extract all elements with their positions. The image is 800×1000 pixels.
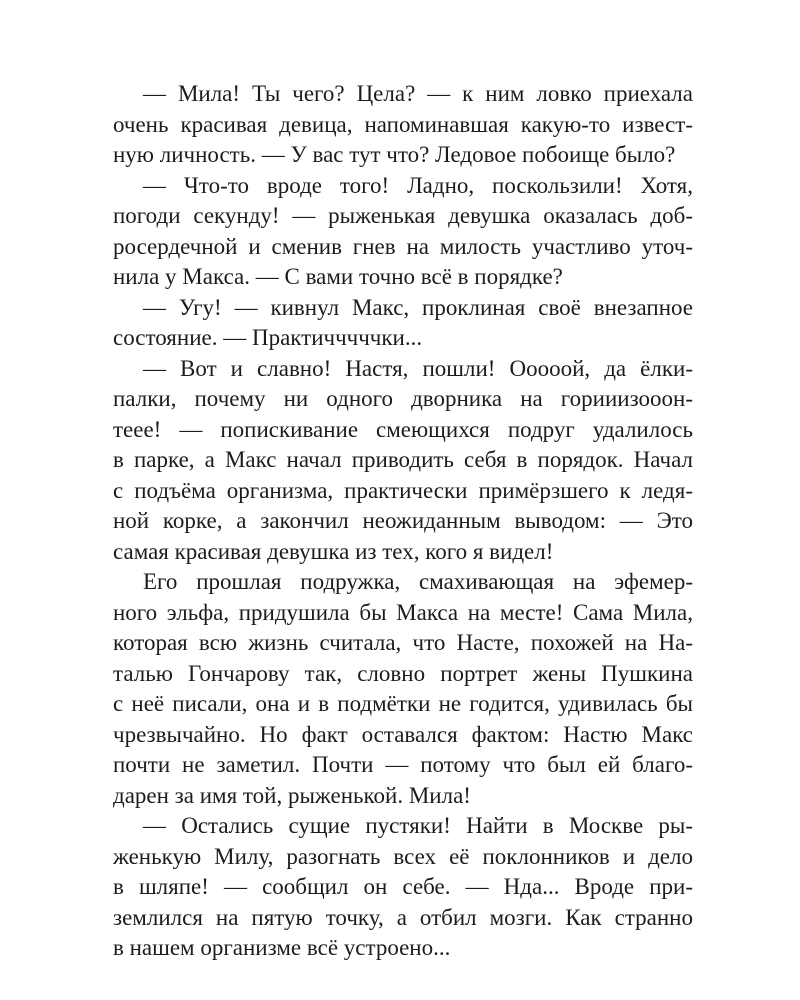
paragraph-first-line: — Остались сущие пустяки! Найти в Москве ры- (143, 813, 693, 838)
text-line: землился на пятую точку, а отбил мозги. Как странно (113, 904, 693, 930)
text-line: ную личность. — У вас тут что? Ледовое побоище было? (113, 142, 676, 167)
text-line: в парке, а Макс начал приводить себя в порядок. Начал (113, 447, 693, 472)
text-line: которая всю жизнь считала, что Насте, похожей на На- (113, 630, 693, 655)
text-line: с подъёма организма, практически примёрзшего к ледя- (113, 477, 693, 503)
paragraph-first-line: — Мила! Ты чего? Цела? — к ним ловко приехала (143, 81, 693, 106)
text-line: ной корке, а закончил неожиданным выводом: — Это (113, 508, 693, 533)
text-line: состояние. — Практичччччки... (113, 325, 423, 350)
text-line: в шляпе! — сообщил он себе. — Нда... Вроде при- (113, 874, 693, 899)
text-line: женькую Милу, разогнать всех её поклонников и дело (113, 843, 693, 869)
text-line: ного эльфа, придушила бы Макса на месте! Сама Мила, (113, 599, 693, 625)
paragraph-first-line: — Вот и славно! Настя, пошли! Ооооой, да ёлки- (143, 355, 693, 381)
text-line: росердечной и сменив гнев на милость участливо уточ- (113, 233, 693, 259)
paragraph-first-line: — Что-то вроде того! Ладно, поскользили! Хотя, (143, 172, 693, 198)
text-line: очень красивая девица, напоминавшая какую-то извест- (113, 111, 693, 137)
text-line: талью Гончарову так, словно портрет жены Пушкина (113, 660, 693, 686)
paragraph-first-line: — Угу! — кивнул Макс, проклиная своё внезапное (143, 294, 693, 320)
text-line: самая красивая девушка из тех, кого я видел! (113, 538, 554, 564)
text-line: дарен за имя той, рыженькой. Мила! (113, 782, 471, 808)
paragraph-first-line: Его прошлая подружка, смахивающая на эфемер- (143, 569, 693, 594)
text-line: в нашем организме всё устроено... (113, 935, 451, 960)
text-line: чрезвычайно. Но факт оставался фактом: Настю Макс (113, 721, 693, 747)
text-line: палки, почему ни одного дворника на горииизооон- (113, 386, 693, 411)
text-line: погоди секунду! — рыженькая девушка оказалась доб- (113, 203, 693, 228)
text-line: теее! — попискивание смеющихся подруг удалилось (113, 416, 693, 442)
text-line: нила у Макса. — С вами точно всё в порядке? (113, 264, 563, 289)
text-line: с неё писали, она и в подмётки не годится, удивилась бы (113, 691, 693, 716)
body-text (113, 79, 693, 964)
text-line: почти не заметил. Почти — потому что был ей благо- (113, 752, 693, 777)
